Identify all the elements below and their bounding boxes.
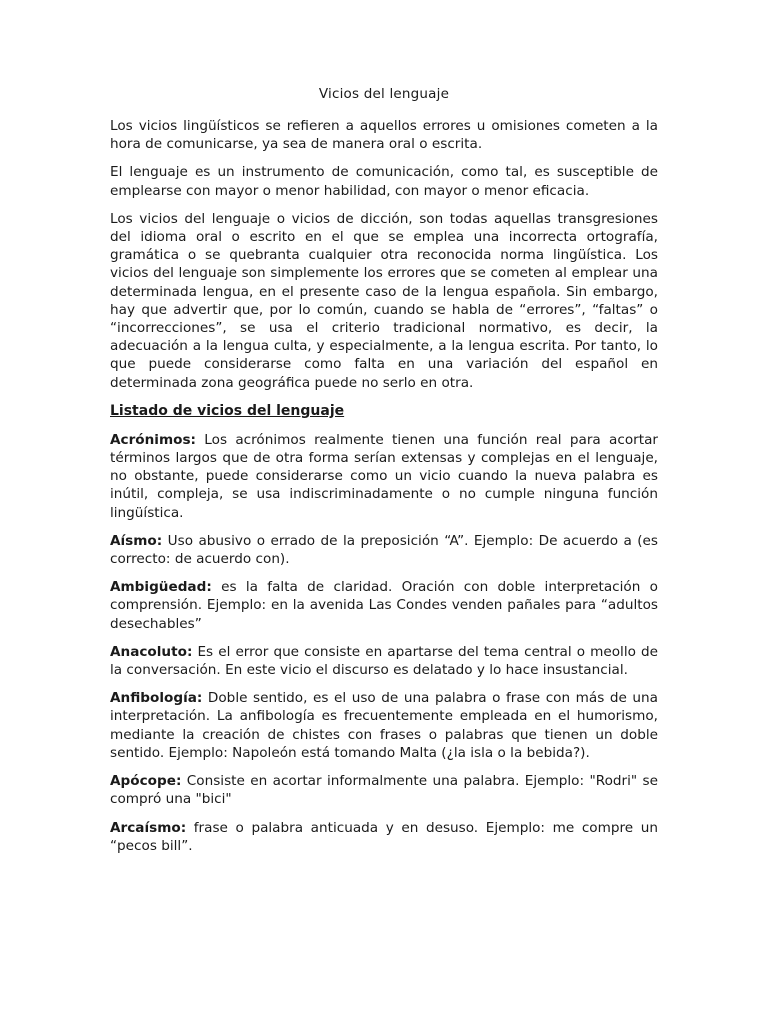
entry-text: frase o palabra anticuada y en desuso. Ejemplo: me compre un “pecos bill”. [110,819,658,854]
document-title: Vicios del lenguaje [318,86,450,102]
entry-anfibologia [110,689,658,762]
entry-term: Arcaísmo: [110,819,187,836]
entry-aismo [110,532,658,568]
intro-paragraph: Los vicios lingüísticos se refieren a aquellos errores u omisiones cometen a la hora de comunicarse, ya sea de manera oral o escrita. [110,118,658,153]
entry-text: Doble sentido, es el uso de una palabra o frase con más de una interpretación. La anfibología es frecuentemente empleada en el humorismo, mediante la creación de chistes con frases o palabras que tienen un doble sentido. Ejemplo: Napoleón está tomando Malta (¿la isla o la bebida?). [110,690,658,761]
entry-acronimos [110,431,658,522]
entry-anacoluto [110,643,658,679]
entry-term: Acrónimos: [110,431,196,448]
entry-arcaismo [110,819,658,855]
entry-text: Los acrónimos realmente tienen una función real para acortar términos largos que de otra forma serían extensas y complejas en el lenguaje, no obstante, puede considerarse como un vicio cuando la nueva palabra es inútil, compleja, se usa indiscriminadamente o no cumple ninguna función lingüística. [110,431,658,521]
entry-term: Ambigüedad: [110,579,212,596]
entry-text: Uso abusivo o errado de la preposición “A”. Ejemplo: De acuerdo a (es correcto: de acuerdo con). [110,532,658,568]
entry-term: Anacoluto: [110,643,193,660]
entry-text: Consiste en acortar informalmente una palabra. Ejemplo: "Rodri" se compró una "bici" [110,773,658,808]
section-heading: Listado de vicios del lenguaje [110,402,345,419]
entry-text: Es el error que consiste en apartarse del tema central o meollo de la conversación. En este vicio el discurso es delatado y lo hace insustancial. [110,643,658,679]
entry-apocope [110,772,658,808]
entry-term: Apócope: [110,773,182,790]
entry-term: Anfibología: [110,690,203,707]
entry-text: es la falta de claridad. Oración con doble interpretación o comprensión. Ejemplo: en la avenida Las Condes venden pañales para “adultos desechables” [110,579,658,632]
intro-paragraph: Los vicios del lenguaje o vicios de dicción, son todas aquellas transgresiones del idioma oral o escrito en el que se emplea una incorrecta ortografía, gramática o se quebranta cualquier otra reconocida norma lingüística. Los vicios del lenguaje son simplemente los errores que se cometen al emplear una determinada lengua, en el presente caso de la lengua española. Sin embargo, hay que advertir que, por lo común, cuando se habla de “errores”, “faltas” o “incorrecciones”, se usa el criterio tradicional normativo, es decir, la adecuación a la lengua culta, y especialmente, a la lengua escrita. Por tanto, lo que puede considerarse como falta en una variación del español en determinada zona geográfica puede no serlo en otra. [110,210,658,391]
entry-ambiguedad [110,578,658,633]
intro-paragraph: El lenguaje es un instrumento de comunicación, como tal, es susceptible de emplearse con mayor o menor habilidad, con mayor o menor eficacia. [110,164,658,199]
entry-term: Aísmo: [110,532,163,549]
